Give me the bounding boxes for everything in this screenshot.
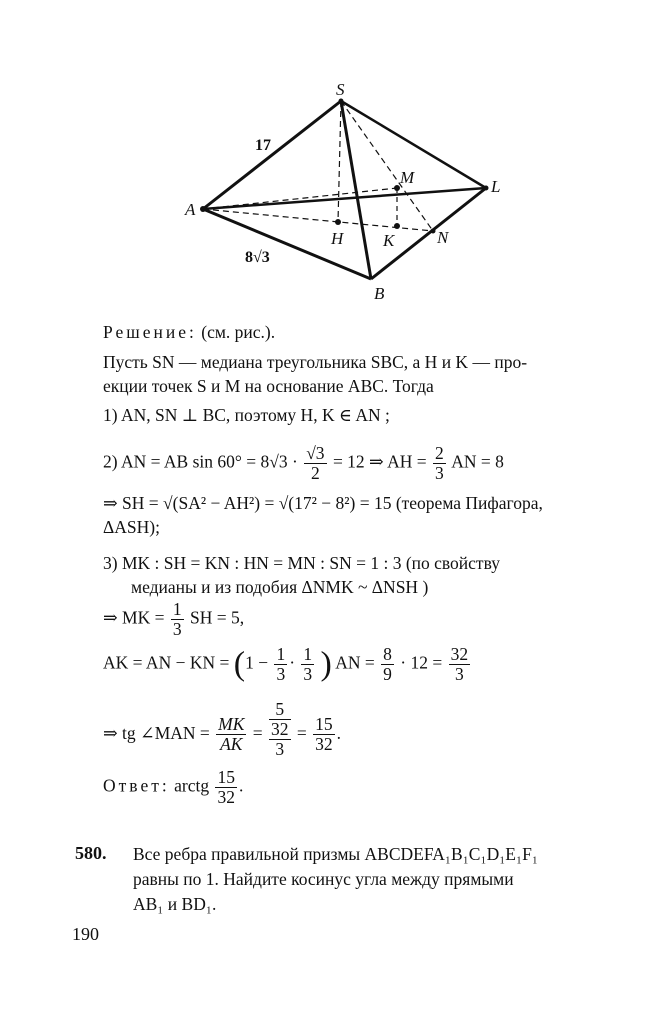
point-H [335,219,341,225]
fraction: 5 32 3 [271,699,289,759]
mk-line: ⇒ MK = $\frac{1}{3}$ SH = 5, [103,599,245,639]
edge-SB [341,101,371,279]
pyramid-figure [0,0,670,310]
point-L [484,186,489,191]
label-L: L [491,177,501,196]
step-2: 2) AN = AB sin 60° = 8√3 · $\frac{√3}{2}$ = 12 ⇒ AH = $\frac{2}{3}$ AN = 8 [103,443,504,483]
label-edge-8sqrt3: 8√3 [245,249,270,266]
problem-line-1: Все ребра правильной призмы ABCDEFA₁B₁C₁D₁E₁F₁ [133,844,538,864]
fraction: $\frac{32}{3}$ [450,644,469,684]
edge-AB [203,209,371,279]
fraction: $\frac{15}{32}$ [217,767,235,807]
edge-SA [203,101,341,209]
label-A: A [185,200,196,219]
page-number: 190 [72,924,99,944]
problem-text [133,842,603,917]
label-K: K [383,231,395,250]
intro-line-1: Пусть SN — медиана треугольника SBC, а H и K — про- [103,352,528,372]
label-edge-17: 17 [255,137,271,154]
sh-line: ⇒ SH = √(SA² − AH²) = √(17² − 8²) = 15 (теорема Пифагора, [103,493,543,513]
point-N [431,229,436,234]
intro-line-2: екции точек S и M на основание ABC. Тогда [103,376,434,396]
point-K [394,223,400,229]
fraction: $\frac{MK}{AK}$ [218,714,245,755]
label-H: H [331,229,344,248]
step-3-line-2: медианы и из подобия ΔNMK ~ ΔNSH ) [131,577,429,597]
answer-line: Ответ: arctg $\frac{15}{32}$ . [103,767,244,807]
fraction: $\frac{1}{3}$ [276,644,286,684]
fraction: $\frac{2}{3}$ [435,443,444,483]
label-B: B [374,284,385,303]
line-SH [338,101,341,222]
problem-number: 580. [75,843,107,863]
step-3-line-1: 3) MK : SH = KN : HN = MN : SN = 1 : 3 (по свойству [103,553,500,573]
solution-heading: Решение: (см. рис.). [103,322,276,342]
fraction: $\frac{8}{9}$ [383,644,392,684]
label-M: M [400,168,415,187]
fraction: $\frac{1}{3}$ [172,599,182,639]
step-1: 1) AN, SN ⊥ BC, поэтому H, K ∈ AN ; [103,405,390,425]
point-S [339,99,344,104]
label-N: N [437,228,449,247]
point-A [200,206,206,212]
label-S: S [336,80,345,99]
fraction: $\frac{15}{32}$ [315,714,333,755]
ak-line: AK = AN − KN = (1 − $\frac{1}{3}$ · $\frac{1}{3}$ ) AN = $\frac{8}{9}$ · 12 = $\frac{32}{3}$ [103,644,469,684]
sh-line-2: ΔASH); [103,517,160,537]
edge-AL [203,188,486,209]
fraction: $\frac{√3}{2}$ [306,443,325,483]
fraction: $\frac{1}{3}$ [303,644,313,684]
tg-line: ⇒ tg ∠MAN = $\frac{MK}{AK}$ = 5 32 3 = $\frac{15}{32}$ . [103,699,342,759]
problem-line-2: равны по 1. Найдите косинус угла между прямыми [133,869,514,889]
line-SN [341,101,433,231]
problem-line-3: AB₁ и BD₁. [133,894,217,914]
